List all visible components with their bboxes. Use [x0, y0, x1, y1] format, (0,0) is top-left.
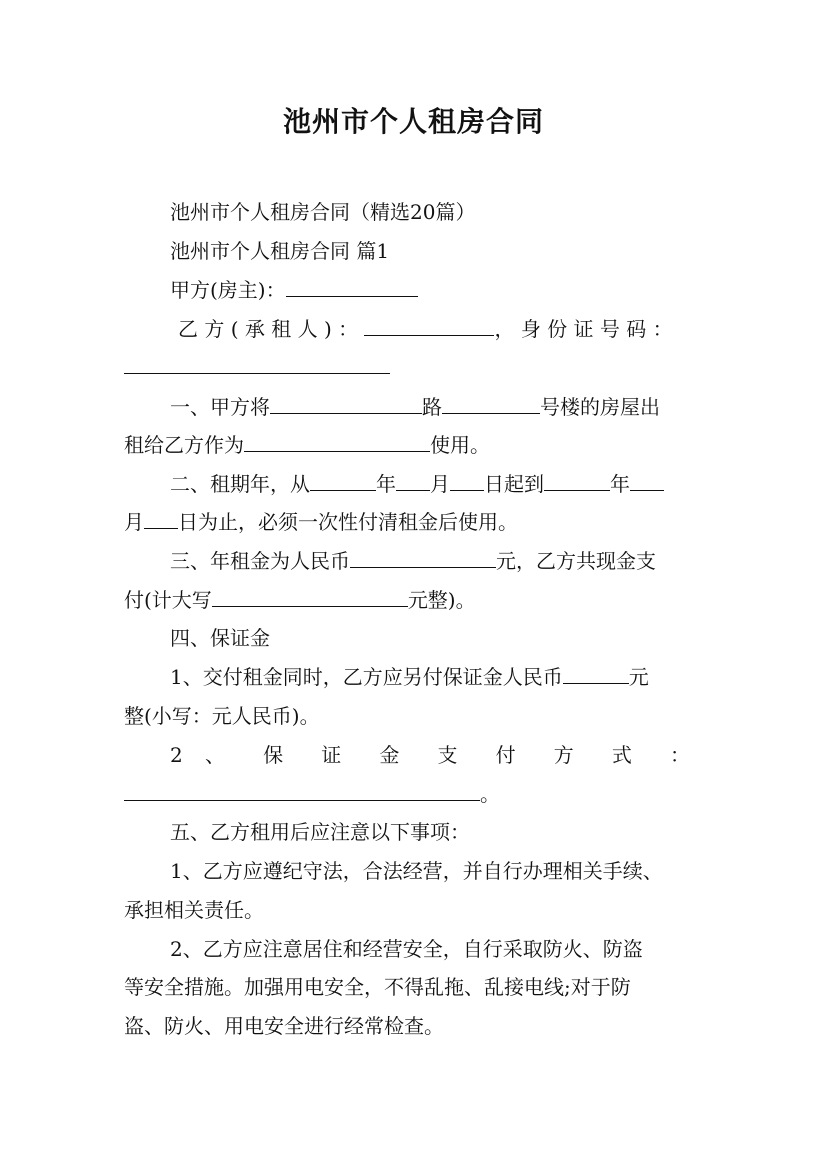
clause-2-text-c: 月: [430, 472, 450, 496]
start-day-blank: [450, 472, 484, 491]
document-title: 池州市个人租房合同: [282, 105, 544, 138]
clause-5-item-2-line-2: 等安全措施。加强用电安全，不得乱拖、乱接电线;对于防: [124, 975, 631, 999]
party-a-line: [170, 276, 418, 304]
clause-1-text-c: 号楼的房屋出: [540, 395, 660, 419]
clause-3-line-1: [170, 547, 656, 575]
party-a-blank: [286, 278, 418, 297]
deposit-line-1: [170, 663, 649, 691]
clause-3-line-2: [124, 586, 476, 614]
clause-1-text-d: 租给乙方作为: [124, 433, 244, 457]
clause-2-line-1: [170, 470, 664, 498]
deposit-text-b: 元: [628, 665, 649, 689]
clause-1-line-2: [124, 431, 490, 459]
id-number-label: ， 身 份 证 号 码 ：: [494, 317, 673, 341]
party-b-line: [178, 315, 673, 343]
clause-2-text-g: 日为止，必须一次性付清租金后使用。: [178, 510, 518, 534]
end-day-blank: [144, 510, 178, 529]
clause-5-item-1-line-1: 1、乙方应遵纪守法，合法经营，并自行办理相关手续、: [170, 859, 663, 883]
clause-5-heading: 五、乙方租用后应注意以下事项：: [170, 820, 470, 844]
id-number-blank: [124, 355, 390, 374]
clause-2-text-a: 二、租期年，从: [170, 472, 310, 496]
clause-2-text-b: 年: [376, 472, 396, 496]
usage-blank: [244, 433, 430, 452]
end-year-blank: [544, 472, 610, 491]
deposit-amount-blank: [563, 665, 629, 684]
deposit-line-2: 整(小写：元人民币)。: [124, 704, 320, 728]
deposit-method-blank: [124, 782, 480, 801]
clause-2-line-2: [124, 508, 518, 536]
building-blank: [442, 395, 540, 414]
party-a-label: 甲方(房主)：: [170, 278, 286, 302]
rent-uppercase-blank: [212, 588, 408, 607]
clause-1-line-1: [170, 393, 660, 421]
start-month-blank: [396, 472, 430, 491]
clause-3-text-c: 付(计大写: [124, 588, 212, 612]
clause-2-text-d: 日起到: [484, 472, 544, 496]
end-month-blank: [630, 472, 664, 491]
clause-3-text-b: 元，乙方共现金支: [496, 549, 656, 573]
clause-1-text-e: 使用。: [430, 433, 490, 457]
clause-1-text-b: 路: [422, 395, 442, 419]
clause-1-text-a: 一、甲方将: [170, 395, 270, 419]
id-number-line: [124, 353, 390, 381]
deposit-method-period: 。: [480, 782, 500, 806]
road-blank: [270, 395, 422, 414]
clause-3-text-d: 元整)。: [407, 588, 476, 612]
clause-5-item-1-line-2: 承担相关责任。: [124, 898, 264, 922]
clause-5-item-2-line-3: 盗、防火、用电安全进行经常检查。: [124, 1014, 444, 1038]
subtitle-line: 池州市个人租房合同（精选20篇）: [170, 200, 476, 224]
start-year-blank: [310, 472, 376, 491]
party-b-label: 乙 方 ( 承 租 人 ) ：: [178, 317, 359, 341]
clause-5-item-2-line-1: 2、乙方应注意居住和经营安全，自行采取防火、防盗: [170, 937, 643, 961]
clause-3-text-a: 三、年租金为人民币: [170, 549, 350, 573]
section-heading: 池州市个人租房合同 篇1: [170, 239, 390, 263]
clause-2-text-e: 年: [610, 472, 630, 496]
deposit-text-a: 1、交付租金同时，乙方应另付保证金人民币: [170, 665, 563, 689]
clause-2-text-f: 月: [124, 510, 144, 534]
deposit-method-line: 2 、 保 证 金 支 付 方 式 ：: [170, 743, 690, 767]
clause-4-heading: 四、保证金: [170, 626, 270, 650]
rent-amount-blank: [350, 549, 496, 568]
deposit-method-blank-line: [124, 780, 500, 808]
party-b-blank: [364, 317, 494, 336]
